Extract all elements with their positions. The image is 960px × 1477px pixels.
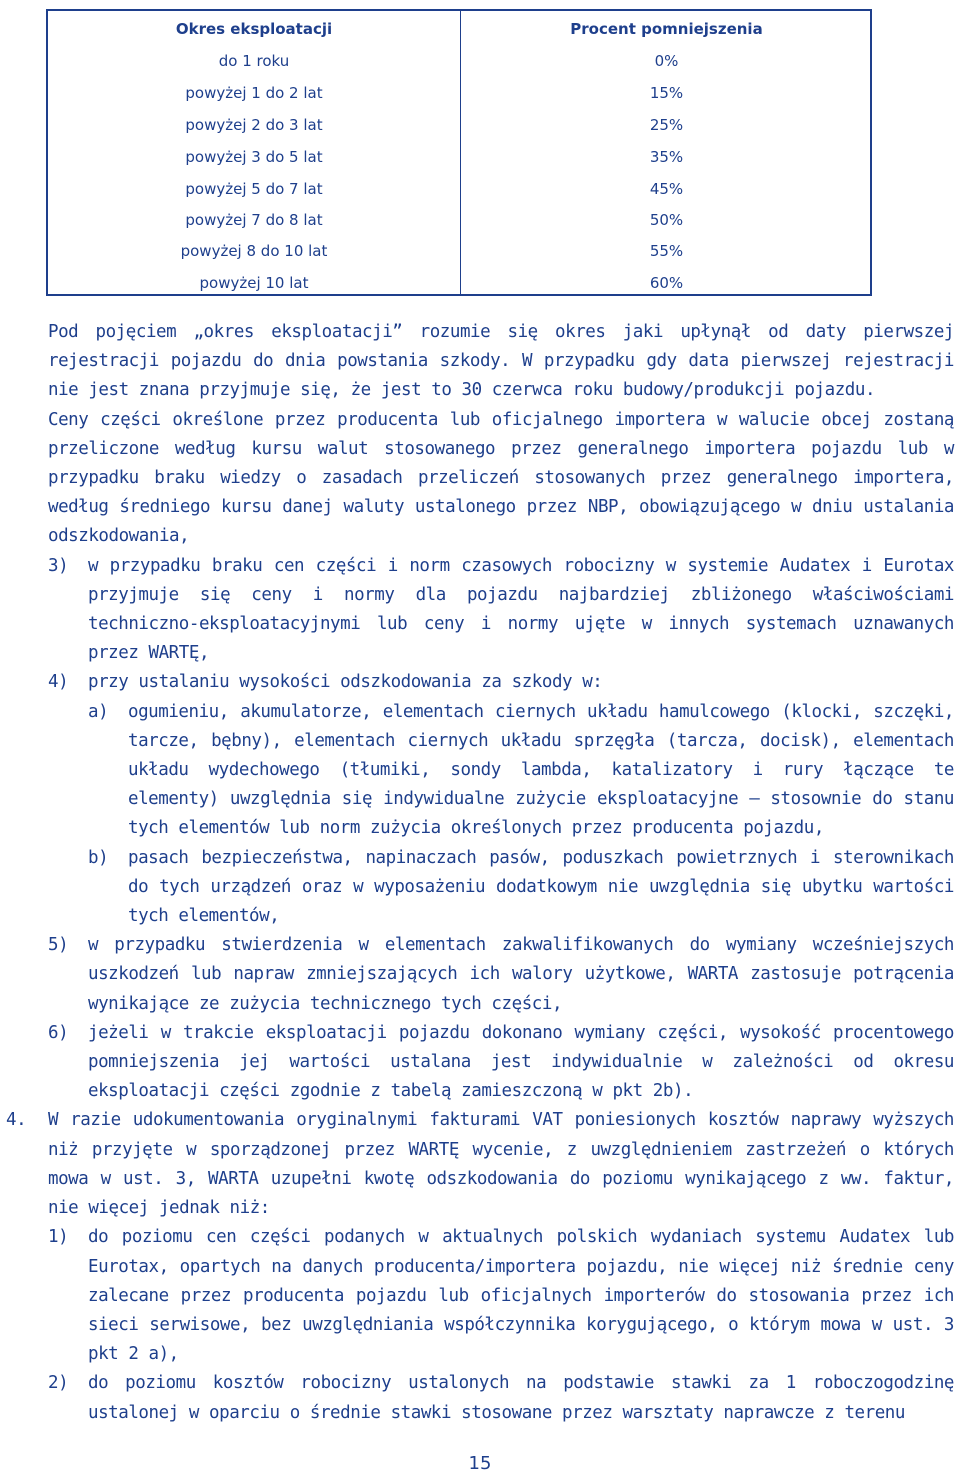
table-cell-period: powyżej 10 lat [199,274,309,292]
table-header-percent: Procent pomniejszenia [570,20,763,38]
table-cell-percent: 15% [649,84,684,102]
table-cell-percent: 55% [649,242,684,260]
table-cell-percent: 0% [654,52,679,70]
section-text: W razie udokumentowania oryginalnymi fakturami VAT poniesionych kosztów naprawy wyższych niż przyjęte w sporządzonej przez WARTĘ wycenie, z uwzględnieniem zastrzeżeń o których mowa w ust. 3, WARTA uzupełni kwotę odszkodowania do poziomu wynikającego z ww. faktur, nie więcej jednak niż: [48,1110,954,1219]
table-cell-period: powyżej 8 do 10 lat [180,242,328,260]
list-item-text: w przypadku braku cen części i norm czasowych robocizny w systemie Audatex i Eurotax przyjmuje się ceny i normy dla pojazdu najbardziej zbliżonego właściwościami techniczno-eksploatacyjnymi lub ceny i normy ujęte w innych systemach uznawanych przez WARTĘ, [88,555,954,664]
table-row [48,141,870,173]
table-cell-percent: 35% [649,148,684,166]
table-cell-percent: 25% [649,116,684,134]
sub-list-item-letter: a) [88,701,109,722]
list-item-number: 6) [48,1022,69,1043]
depreciation-table [46,9,872,296]
list-item-text: przy ustalaniu wysokości odszkodowania za szkody w: [88,672,603,693]
table-cell-period: do 1 roku [218,52,290,70]
table-cell-period: powyżej 1 do 2 lat [185,84,323,102]
table-row [48,173,870,205]
list-item-text: do poziomu cen części podanych w aktualnych polskich wydaniach systemu Audatex lub Eurotax, opartych na danych producenta/importera pojazdu, nie więcej niż średnie ceny zalecane przez producenta pojazdu lub oficjalnych importerów do stosowania przez ich sieci serwisowe, bez uwzględniania współczynnika korygującego, o którym mowa w ust. 3 pkt 2 a), [88,1227,954,1365]
sub-list-item-letter: b) [88,847,109,868]
table-cell-percent: 60% [649,274,684,292]
list-item-number: 1) [48,1227,69,1248]
table-header-period: Okres eksploatacji [175,20,333,38]
document-body [6,318,954,1428]
sub-list-item [48,698,954,844]
paragraph-currency-conversion: Ceny części określone przez producenta lub oficjalnego importera w walucie obcej zostaną przeliczone według kursu walut stosowanego przez generalnego importera pojazdu lub w przypadku braku wiedzy o zasadach przeliczeń stosowanych przez generalnego importera, według średniego kursu danej waluty ustalonego przez NBP, obowiązującego w dniu ustalania odszkodowania, [48,409,954,547]
table-row [48,45,870,77]
page-number: 15 [468,1453,492,1474]
table-row [48,77,870,109]
table-cell-percent: 50% [649,211,684,229]
list-item-text: do poziomu kosztów robocizny ustalonych na podstawie stawki za 1 roboczogodzinę ustalonej w oparciu o średnie stawki stosowane przez warsztaty naprawcze z terenu [88,1373,954,1423]
table-header-row [48,13,870,45]
list-item [48,931,954,1019]
list-item-number: 2) [48,1373,69,1394]
list-item [48,1369,954,1427]
list-item-number: 4) [48,672,69,693]
table-cell-period: powyżej 5 do 7 lat [185,180,323,198]
section-number: 4. [6,1110,27,1131]
list-item-number: 3) [48,555,69,576]
table-row [48,204,870,236]
list-item [48,1223,954,1369]
section-4 [6,1106,954,1223]
list-item [48,552,954,669]
table-cell-period: powyżej 7 do 8 lat [185,211,323,229]
sub-list-item-text: ogumieniu, akumulatorze, elementach ciernych układu hamulcowego (klocki, szczęki, tarcze, bębny), elementach ciernych układu sprzęgła (tarcza, docisk), elementach układu wydechowego (tłumiki, sondy lambda, katalizatory i rury łączące te elementy) uwzględnia się indywidualne zużycie eksploatacyjne – stosownie do stanu tych elementów lub norm zużycia określonych przez producenta pojazdu, [128,701,954,839]
table-row [48,235,870,267]
list-item-text: jeżeli w trakcie eksploatacji pojazdu dokonano wymiany części, wysokość procentowego pomniejszenia jej wartości ustalana jest indywidualnie w zależności od okresu eksploatacji części zgodnie z tabelą zamieszczoną w pkt 2b). [88,1022,954,1102]
sub-list-item [48,844,954,932]
table-cell-percent: 45% [649,180,684,198]
list-item-number: 5) [48,935,69,956]
table-cell-period: powyżej 2 do 3 lat [185,116,323,134]
list-item-text: w przypadku stwierdzenia w elementach zakwalifikowanych do wymiany wcześniejszych uszkodzeń lub napraw zmniejszających ich walory użytkowe, WARTA zastosuje potrącenia wynikające ze zużycia technicznego tych części, [88,935,954,1014]
sub-list-item-text: pasach bezpieczeństwa, napinaczach pasów, poduszkach powietrznych i sterownikach do tych urządzeń oraz w wyposażeniu dodatkowym nie uwzględnia się ubytku wartości tych elementów, [128,847,954,927]
list-item [48,668,954,697]
table-row [48,267,870,299]
table-cell-period: powyżej 3 do 5 lat [185,148,323,166]
list-item [48,1019,954,1107]
paragraph-exploitation-period: Pod pojęciem „okres eksploatacji” rozumie się okres jaki upłynął od daty pierwszej rejestracji pojazdu do dnia powstania szkody. W przypadku gdy data pierwszej rejestracji nie jest znana przyjmuje się, że jest to 30 czerwca roku budowy/produkcji pojazdu. [48,322,954,401]
table-row [48,109,870,141]
